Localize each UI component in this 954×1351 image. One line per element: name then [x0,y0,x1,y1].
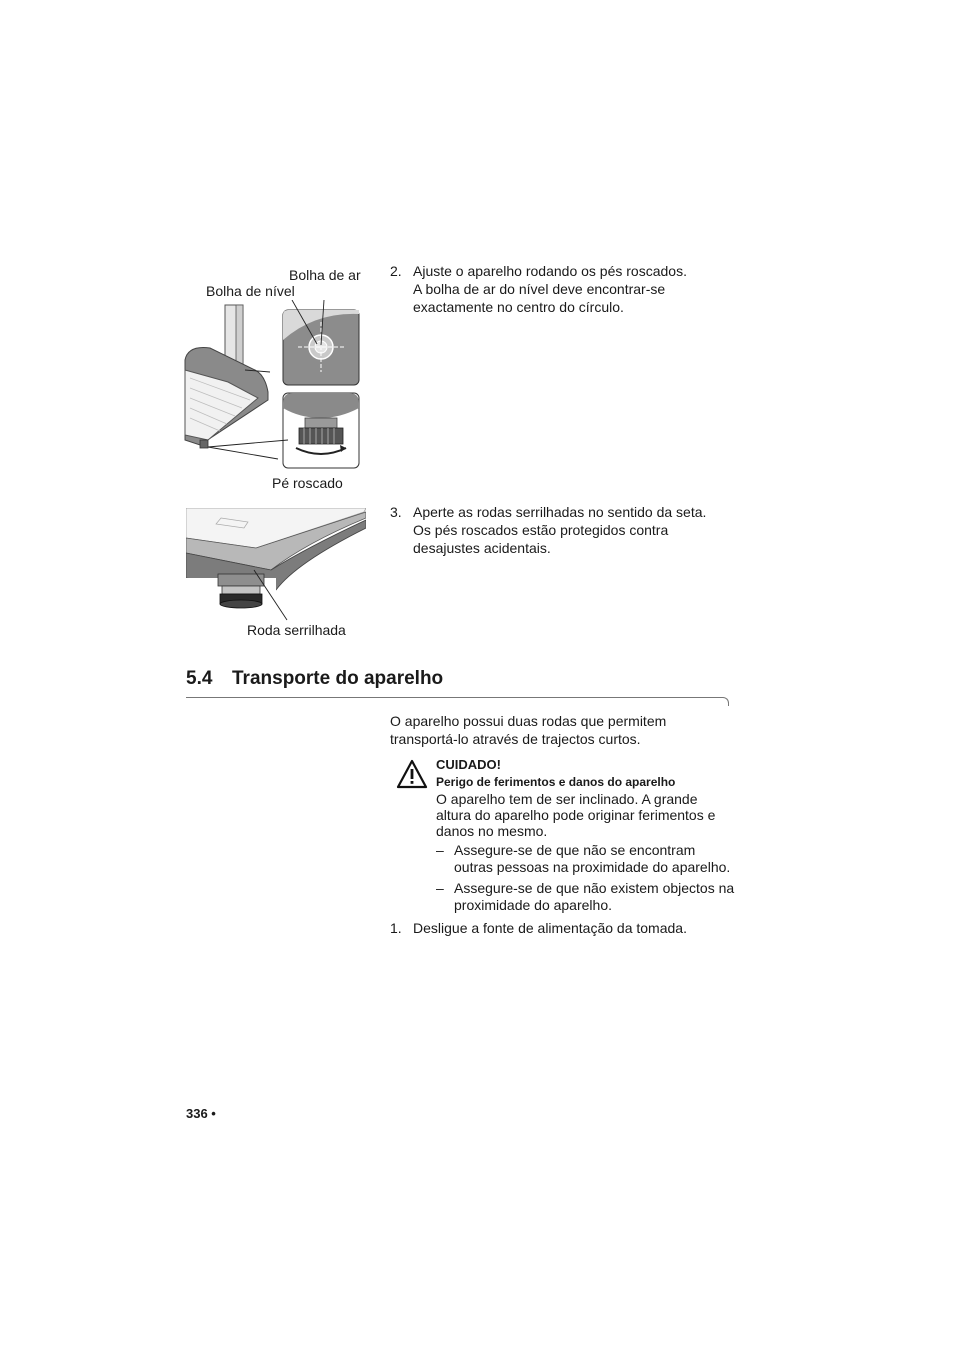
section-title: Transporte do aparelho [232,668,444,689]
page-number: 336 • [186,1106,216,1121]
step-number: 2. [390,263,402,279]
label-threaded-foot: Pé roscado [272,475,343,491]
warning-title: CUIDADO! [436,757,501,772]
label-knurled-wheel: Roda serrilhada [247,622,346,638]
warning-body: O aparelho tem de ser inclinado. A grande altura do aparelho pode originar ferimentos e danos no mesmo. [436,791,716,839]
step-text: Aperte as rodas serrilhadas no sentido da seta. Os pés roscados estão protegidos contra desajustes acidentais. [413,504,707,556]
figure-knurled-wheel [186,508,366,626]
step-number: 1. [390,920,402,936]
warning-subtitle: Perigo de ferimentos e danos do aparelho [436,775,676,789]
section-heading [186,667,443,691]
section-number: 5.4 [186,668,213,689]
step-number: 3. [390,504,402,520]
step-text: Ajuste o aparelho rodando os pés roscados. A bolha de ar do nível deve encontrar-se exactamente no centro do círculo. [413,263,687,315]
section-divider [186,697,722,698]
bullet-dash: – [436,880,444,896]
section-divider-end [722,697,729,706]
step-text: Desligue a fonte de alimentação da tomada. [413,920,687,936]
figure-level-adjustment [180,300,370,480]
warning-triangle-icon [396,759,428,789]
label-air-bubble: Bolha de ar [289,267,361,283]
label-level-bubble: Bolha de nível [206,283,295,299]
bullet-dash: – [436,842,444,858]
intro-paragraph: O aparelho possui duas rodas que permitem transportá-lo através de trajectos curtos. [390,713,667,747]
